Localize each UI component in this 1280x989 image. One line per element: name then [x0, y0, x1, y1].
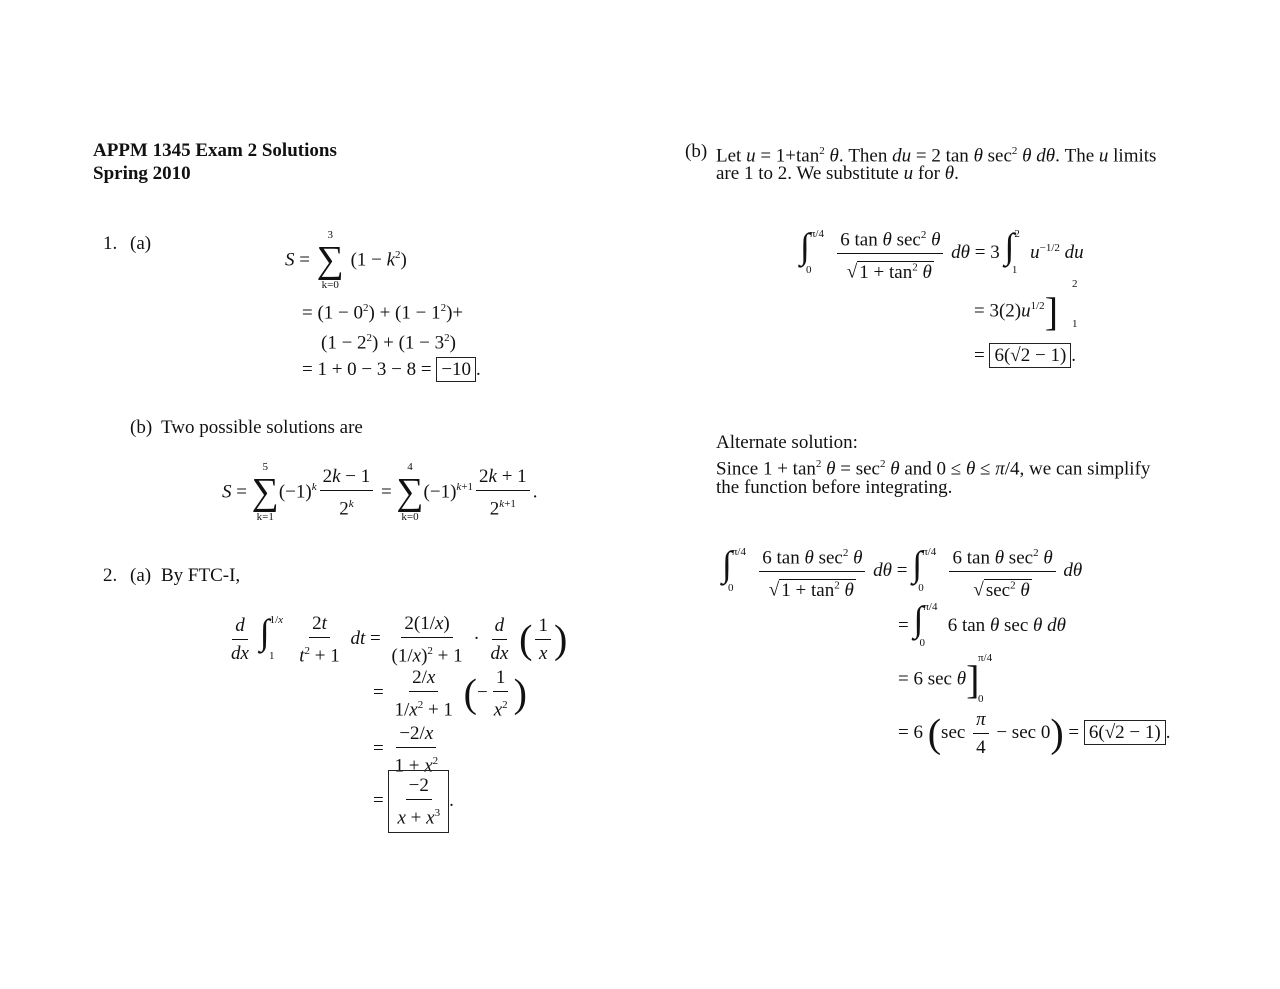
page-term: Spring 2010	[93, 163, 191, 184]
problem-2a-label: (a)	[130, 565, 152, 586]
alt-limit-upper: π/4	[978, 652, 993, 664]
p2a-line1: $\frac{d}{dx}$ ∫$^{1/x}_1$ $\frac{2t}{t^2 + 1}$ dt = $\frac{2(1/x)}{(1/x)^2 + 1}$ · $\frac{d}{dx}$ ( $\frac{1}{x}$ )	[231, 612, 568, 667]
problem-2a-text: By FTC-I,	[161, 565, 241, 586]
alt-eq-line3: = 6 sec θ]	[898, 657, 980, 702]
p2b-limit-lower: 1	[1072, 318, 1078, 330]
p1a-line1: S = 3 ∑ k=0 $(1 - k^2)$	[285, 229, 407, 291]
problem-2b-label: (b)	[685, 141, 708, 162]
p1b-equation: S = 5 ∑ k=1 $(-1)^k$ $\frac{2k - 1}{2^k}$ = 4 ∑ k=0 $(-1)^{k+1}$ $\frac{2k + 1}{2^{k+1}}$ .	[222, 461, 538, 523]
p2a-line4: = $\frac{-2}{x + x^3}$ .	[373, 770, 454, 833]
problem-2-number: 2.	[103, 565, 118, 586]
page-title: APPM 1345 Exam 2 Solutions	[93, 140, 337, 161]
alt-line2: Since $1 + \tan^2 \theta = \sec^2 \theta$ and 0 ≤ θ ≤ π/4, we can simplify	[716, 458, 1151, 480]
p2b-line1: ∫$^{\pi/4}_0$ $\frac{6 \tan \theta \sec^2 \theta}{√ 1 + \tan^2 \theta}$ dθ = 3 ∫$^2_1$ $u^{-1/2}$ du	[800, 224, 1084, 284]
problem-1b-label: (b)	[130, 417, 153, 438]
p2a-line2: = $\frac{2/x}{1/x^2 + 1}$ (− $\frac{1}{x^2}$ )	[373, 667, 527, 721]
alt-eq-line1: ∫$^{\pi/4}_0$ $\frac{6 \tan \theta \sec^2 \theta}{√ 1 + \tan^2 \theta}$ dθ = ∫$^{\pi/4}_0$ $\frac{6 \tan \theta \sec^2 \theta}{√ \sec^2 \theta}$ dθ	[722, 542, 1082, 602]
p2b-intro-line1: Let $u = 1+\tan^2$ θ. Then du = 2 tan θ $\sec^2 \theta$ dθ. The u limits	[716, 145, 1157, 167]
problem-1-number: 1.	[103, 233, 118, 254]
p1a-line2: = $(1 - 0^2) + (1 - 1^2)+$	[302, 302, 464, 324]
alt-eq-line2: = ∫$^{\pi/4}_0$ 6 tan θ sec θ dθ	[898, 599, 1066, 649]
p2b-line2: = $3(2)u^{1/2}$]	[974, 289, 1059, 334]
alt-heading: Alternate solution:	[716, 432, 858, 453]
p2a-line3: = $\frac{-2/x}{1 + x^2}$	[373, 723, 439, 777]
p2b-limit-upper: 2	[1072, 278, 1078, 290]
p2b-line3: = 6(√2 − 1) .	[974, 345, 1077, 366]
problem-1b-text: Two possible solutions are	[161, 417, 363, 438]
alt-line3: the function before integrating.	[716, 477, 953, 498]
p1a-answer: −10	[436, 357, 476, 382]
p2b-intro-line2: are 1 to 2. We substitute u for θ.	[716, 163, 959, 184]
alt-eq-line4: = 6 (sec $\frac{\pi}{4}$ − sec 0) = 6(√2 − 1) .	[898, 709, 1171, 758]
alt-limit-lower: 0	[978, 693, 984, 705]
p2b-answer: 6(√2 − 1)	[989, 343, 1071, 368]
p1a-line3: $(1 - 2^2) + (1 - 3^2)$	[321, 332, 456, 354]
alt-answer: 6(√2 − 1)	[1084, 720, 1166, 745]
problem-1a-label: (a)	[130, 233, 152, 254]
p2a-answer-num: −2	[406, 774, 432, 800]
p1a-line4: = 1 + 0 − 3 − 8 = −10 .	[302, 359, 481, 380]
